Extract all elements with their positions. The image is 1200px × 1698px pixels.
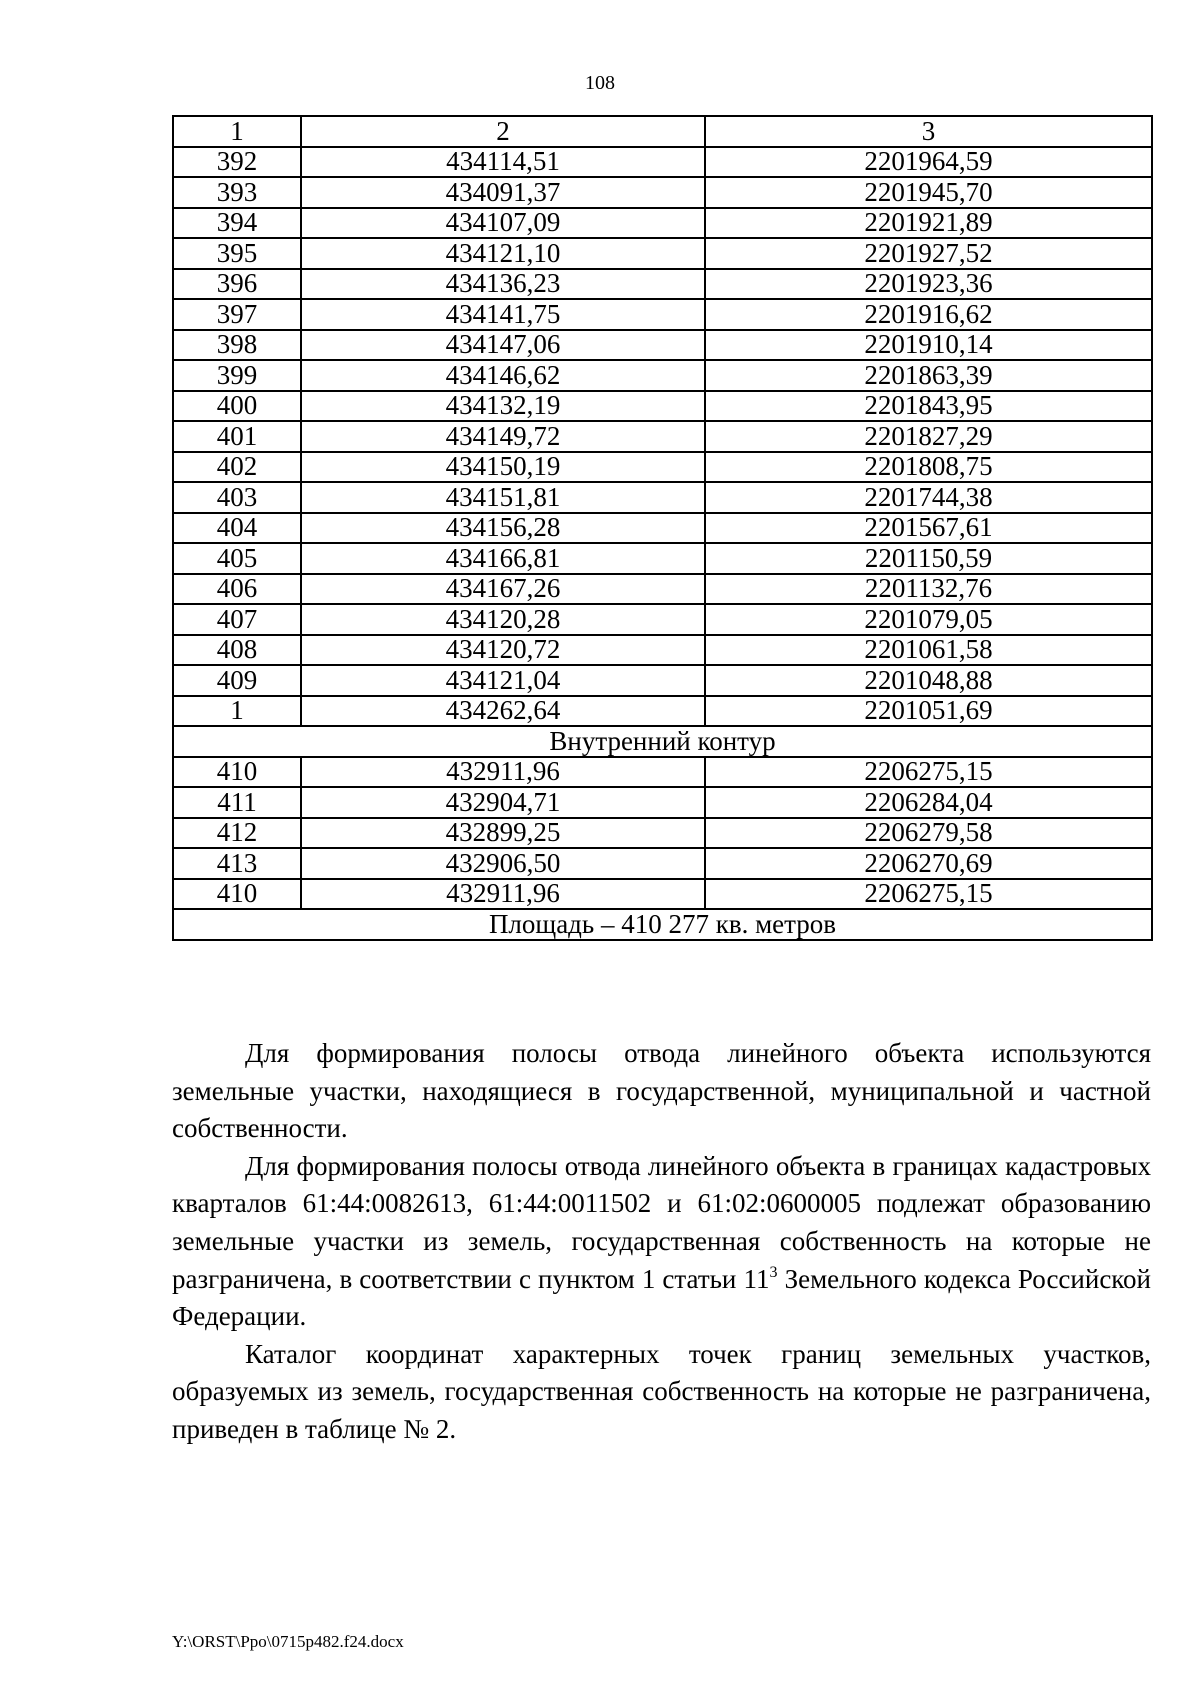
x-coordinate-cell: 434167,26 [301,574,705,605]
y-coordinate-cell: 2201843,95 [705,391,1152,422]
paragraph-2-text-end: Земельного кодекса Российской Федерации. [172,1263,1151,1332]
point-number-cell: 400 [173,391,301,422]
table-row [173,696,1152,727]
table-row [173,665,1152,696]
table-row [173,391,1152,422]
x-coordinate-cell: 434136,23 [301,269,705,300]
paragraph-1: Для формирования полосы отвода линейного объекта используются земельные участки, находящиеся в государственной, муниципальной и частной собственности. [172,1038,1151,1144]
table-row [173,879,1152,910]
x-coordinate-cell: 434120,28 [301,604,705,635]
table-row [173,360,1152,391]
y-coordinate-cell: 2201863,39 [705,360,1152,391]
x-coordinate-cell: 434149,72 [301,421,705,452]
y-coordinate-cell: 2201923,36 [705,269,1152,300]
x-coordinate-cell: 434091,37 [301,177,705,208]
footer-file-path: Y:\ORST\Ppo\0715p482.f24.docx [172,1632,404,1651]
y-coordinate-cell: 2206279,58 [705,818,1152,849]
y-coordinate-cell: 2201048,88 [705,665,1152,696]
x-coordinate-cell: 432906,50 [301,848,705,879]
header-cell: 3 [705,116,1152,147]
x-coordinate-cell: 434166,81 [301,543,705,574]
x-coordinate-cell: 434156,28 [301,513,705,544]
table-row [173,787,1152,818]
body-text [172,1035,1151,1449]
point-number-cell: 397 [173,299,301,330]
y-coordinate-cell: 2201079,05 [705,604,1152,635]
point-number-cell: 412 [173,818,301,849]
y-coordinate-cell: 2201051,69 [705,696,1152,727]
x-coordinate-cell: 432899,25 [301,818,705,849]
table-row [173,757,1152,788]
x-coordinate-cell: 434121,04 [301,665,705,696]
point-number-cell: 402 [173,452,301,483]
table-header-row [173,116,1152,147]
table-row [173,330,1152,361]
x-coordinate-cell: 434132,19 [301,391,705,422]
point-number-cell: 396 [173,269,301,300]
area-label: Площадь – 410 277 кв. метров [173,909,1152,940]
point-number-cell: 401 [173,421,301,452]
point-number-cell: 413 [173,848,301,879]
x-coordinate-cell: 432911,96 [301,879,705,910]
y-coordinate-cell: 2201827,29 [705,421,1152,452]
table-row [173,452,1152,483]
x-coordinate-cell: 434141,75 [301,299,705,330]
point-number-cell: 410 [173,879,301,910]
table-row [173,604,1152,635]
table-row [173,543,1152,574]
x-coordinate-cell: 434150,19 [301,452,705,483]
table-row [173,299,1152,330]
x-coordinate-cell: 434107,09 [301,208,705,239]
page-number: 108 [585,72,615,94]
point-number-cell: 409 [173,665,301,696]
point-number-cell: 411 [173,787,301,818]
y-coordinate-cell: 2206275,15 [705,879,1152,910]
table-row [173,513,1152,544]
x-coordinate-cell: 434121,10 [301,238,705,269]
inner-contour-label: Внутренний контур [173,726,1152,757]
point-number-cell: 1 [173,696,301,727]
point-number-cell: 404 [173,513,301,544]
area-label-row [173,909,1152,940]
header-cell: 1 [173,116,301,147]
x-coordinate-cell: 434146,62 [301,360,705,391]
header-cell: 2 [301,116,705,147]
x-coordinate-cell: 432911,96 [301,757,705,788]
table-row [173,482,1152,513]
point-number-cell: 408 [173,635,301,666]
table-row [173,177,1152,208]
paragraph-2-text: Для формирования полосы отвода линейного объекта в границах кадастровых кварталов 61:44:0082613, 61:44:0011502 и 61:02:0600005 подлежат образованию земельные участки из земель, государственная собственность на которые не разграничена, в соответствии с пунктом 1 статьи 11 [172,1150,1151,1294]
point-number-cell: 393 [173,177,301,208]
table-row [173,208,1152,239]
x-coordinate-cell: 434151,81 [301,482,705,513]
point-number-cell: 398 [173,330,301,361]
y-coordinate-cell: 2201132,76 [705,574,1152,605]
table-row [173,574,1152,605]
table-row [173,848,1152,879]
y-coordinate-cell: 2201921,89 [705,208,1152,239]
x-coordinate-cell: 434120,72 [301,635,705,666]
y-coordinate-cell: 2206270,69 [705,848,1152,879]
point-number-cell: 405 [173,543,301,574]
point-number-cell: 410 [173,757,301,788]
x-coordinate-cell: 434114,51 [301,147,705,178]
point-number-cell: 394 [173,208,301,239]
point-number-cell: 407 [173,604,301,635]
y-coordinate-cell: 2201744,38 [705,482,1152,513]
y-coordinate-cell: 2201061,58 [705,635,1152,666]
superscript-3: 3 [769,1263,778,1281]
point-number-cell: 403 [173,482,301,513]
y-coordinate-cell: 2206284,04 [705,787,1152,818]
table-row [173,635,1152,666]
paragraph-2 [172,1148,1151,1336]
y-coordinate-cell: 2201150,59 [705,543,1152,574]
x-coordinate-cell: 434147,06 [301,330,705,361]
point-number-cell: 395 [173,238,301,269]
coordinates-table [172,115,1153,941]
y-coordinate-cell: 2201808,75 [705,452,1152,483]
y-coordinate-cell: 2206275,15 [705,757,1152,788]
x-coordinate-cell: 434262,64 [301,696,705,727]
y-coordinate-cell: 2201945,70 [705,177,1152,208]
y-coordinate-cell: 2201910,14 [705,330,1152,361]
paragraph-3: Каталог координат характерных точек границ земельных участков, образуемых из земель, государственная собственность на которые не разграничена, приведен в таблице № 2. [172,1338,1151,1444]
table-row [173,238,1152,269]
y-coordinate-cell: 2201916,62 [705,299,1152,330]
table-row [173,421,1152,452]
inner-contour-label-row [173,726,1152,757]
point-number-cell: 406 [173,574,301,605]
y-coordinate-cell: 2201927,52 [705,238,1152,269]
point-number-cell: 399 [173,360,301,391]
table-row [173,147,1152,178]
y-coordinate-cell: 2201567,61 [705,513,1152,544]
table-row [173,818,1152,849]
coordinates-table-body [173,116,1152,940]
y-coordinate-cell: 2201964,59 [705,147,1152,178]
table-row [173,269,1152,300]
x-coordinate-cell: 432904,71 [301,787,705,818]
point-number-cell: 392 [173,147,301,178]
